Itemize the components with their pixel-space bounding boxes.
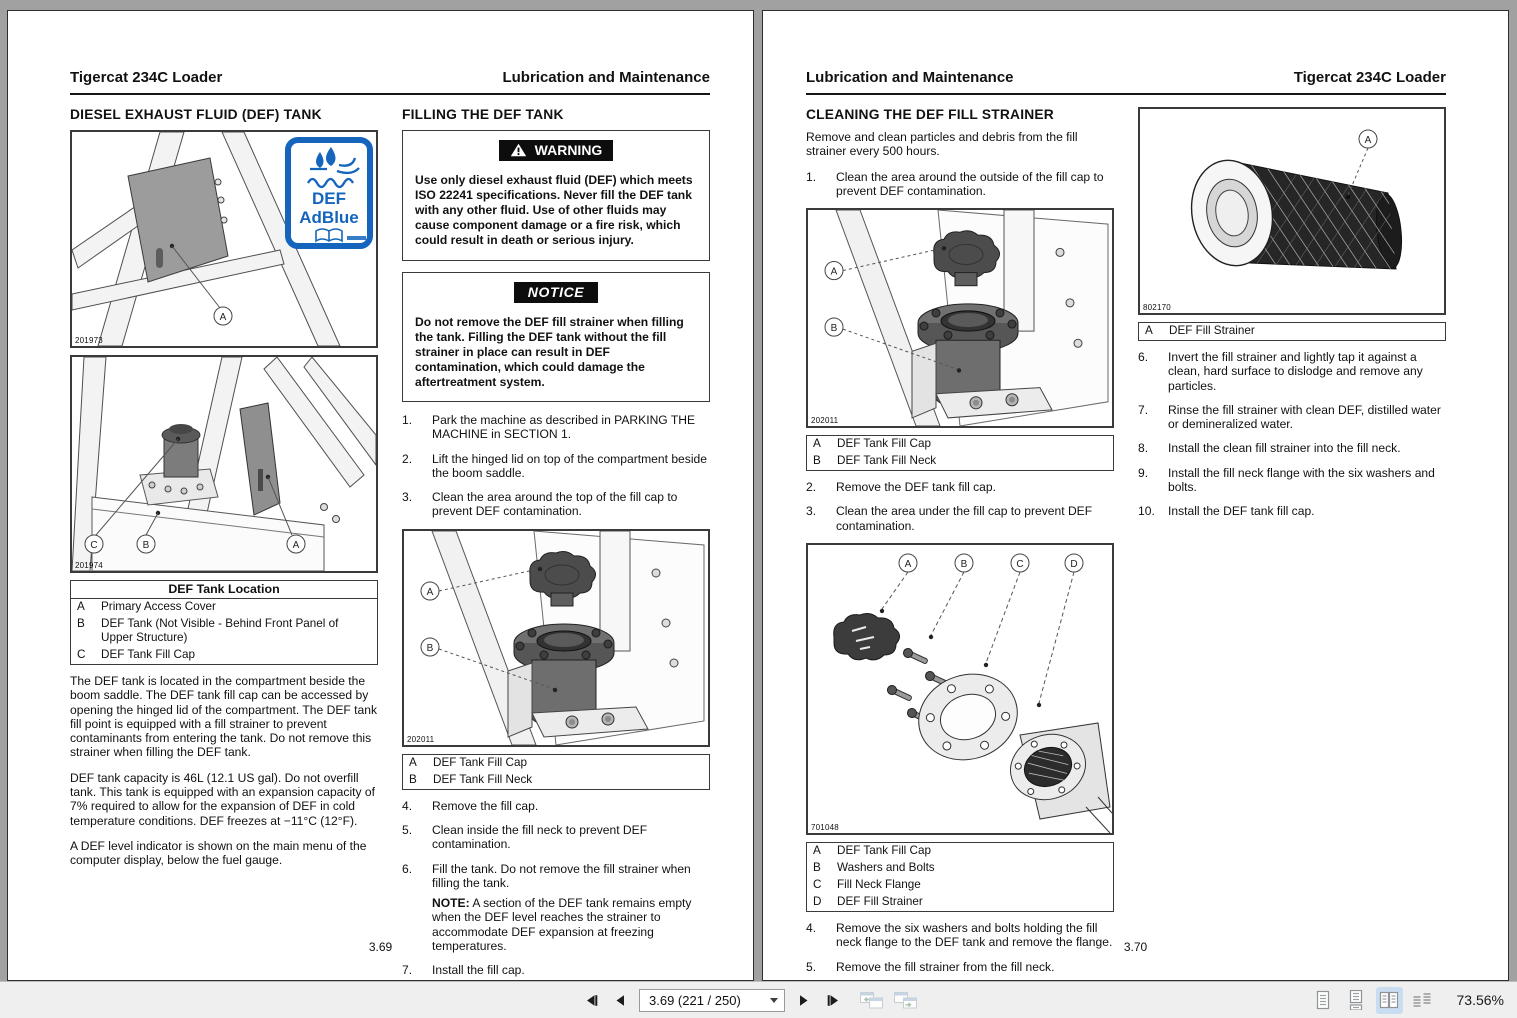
previous-view-icon bbox=[860, 992, 884, 1009]
table-row: C Fill Neck Flange bbox=[813, 877, 921, 891]
note-label: NOTE: bbox=[432, 896, 470, 911]
step-item: 1. Clean the area around the outside of the fill cap to prevent DEF contamination. bbox=[806, 169, 1104, 198]
table-row: C DEF Tank Fill Cap bbox=[77, 648, 195, 662]
figure-number: 701048 bbox=[811, 822, 839, 832]
callout-b: B bbox=[426, 642, 434, 654]
sign-text-def: DEF bbox=[312, 189, 346, 208]
column-def-tank bbox=[70, 107, 378, 878]
viewer-statusbar bbox=[0, 981, 1517, 1018]
last-page-button[interactable] bbox=[823, 990, 843, 1010]
callout-a: A bbox=[426, 586, 434, 598]
running-header-left: Tigercat 234C Loader bbox=[70, 69, 223, 86]
step-item: 9. Install the fill neck flange with the six washers and bolts. bbox=[1138, 465, 1435, 494]
warning-box bbox=[402, 130, 710, 261]
notice-title-bar bbox=[514, 282, 599, 303]
cleaning-steps-6-10 bbox=[1138, 350, 1446, 518]
step-item: 8. Install the clean fill strainer into the fill neck. bbox=[1138, 441, 1401, 456]
sign-text-adblue: AdBlue bbox=[299, 208, 359, 227]
figure-fill-cap-neck bbox=[806, 208, 1114, 428]
running-header-right: Lubrication and Maintenance bbox=[502, 69, 710, 86]
def-adblue-sign-icon bbox=[288, 140, 370, 246]
body-paragraph: A DEF level indicator is shown on the main menu of the computer display, below the fuel gauge. bbox=[70, 838, 367, 868]
figure-def-tank-location bbox=[70, 355, 378, 573]
strainer-table bbox=[1138, 322, 1446, 341]
callout-d: D bbox=[1070, 558, 1078, 570]
fill-cap-table bbox=[806, 435, 1114, 471]
exploded-parts-table bbox=[806, 842, 1114, 912]
def-tank-compartment-drawing bbox=[72, 132, 376, 346]
single-page-view-icon bbox=[1313, 990, 1333, 1010]
column-filling-def-tank bbox=[402, 107, 710, 987]
figure-fill-cap-neck bbox=[402, 529, 710, 747]
book-view-button[interactable] bbox=[1409, 987, 1436, 1014]
warning-text: Use only diesel exhaust fluid (DEF) which meets ISO 22241 specifications. Never fill the DEF tank with any other fluid. Use of other fluids may cause component damage or a fire risk, which could result in death or serious injury. bbox=[415, 173, 693, 248]
previous-page-icon bbox=[614, 994, 626, 1007]
def-tank-location-drawing bbox=[72, 357, 376, 571]
page-select-combobox[interactable] bbox=[639, 989, 785, 1012]
fill-cap-neck-drawing bbox=[404, 531, 708, 745]
first-page-icon bbox=[584, 994, 599, 1007]
previous-view-button[interactable] bbox=[859, 990, 885, 1010]
book-view-icon bbox=[1412, 990, 1432, 1010]
view-mode-group bbox=[1310, 982, 1504, 1018]
def-fill-strainer-drawing bbox=[1140, 109, 1444, 313]
step-item: 10. Install the DEF tank fill cap. bbox=[1138, 504, 1315, 519]
filling-steps-1-3 bbox=[402, 413, 710, 519]
page-field-value: 3.69 (221 / 250) bbox=[649, 992, 741, 1008]
two-page-view-icon bbox=[1379, 990, 1399, 1010]
figure-number: 201973 bbox=[75, 336, 103, 345]
page-navigation-group bbox=[581, 982, 919, 1018]
step-item: 7. Rinse the fill strainer with clean DEF, distilled water or demineralized water. bbox=[1138, 402, 1441, 432]
step-item: 5. Clean inside the fill neck to prevent DEF contamination. bbox=[402, 823, 648, 852]
figure-number: 201974 bbox=[75, 561, 103, 570]
next-view-button[interactable] bbox=[893, 990, 919, 1010]
callout-c: C bbox=[1016, 558, 1024, 570]
warning-title: WARNING bbox=[534, 142, 603, 158]
table-row: B DEF Tank (Not Visible - Behind Front Panel of Upper Structure) bbox=[77, 617, 339, 645]
chevron-down-icon bbox=[770, 998, 778, 1007]
two-page-view-button[interactable] bbox=[1376, 987, 1403, 1014]
fill-cap-neck-drawing bbox=[808, 210, 1112, 426]
warning-title-bar bbox=[499, 140, 614, 161]
running-header-right: Tigercat 234C Loader bbox=[1293, 69, 1446, 86]
table-row: A DEF Tank Fill Cap bbox=[409, 755, 527, 769]
next-page-button[interactable] bbox=[794, 990, 814, 1010]
table-row: A Primary Access Cover bbox=[77, 600, 216, 613]
continuous-view-button[interactable] bbox=[1343, 987, 1370, 1014]
callout-c: C bbox=[90, 540, 98, 551]
table-row: D DEF Fill Strainer bbox=[813, 895, 923, 909]
step-item: 2. Lift the hinged lid on top of the compartment beside the boom saddle. bbox=[402, 451, 707, 480]
section-heading-filling: FILLING THE DEF TANK bbox=[402, 107, 564, 122]
note-text: A section of the DEF tank remains empty when the DEF level reaches the strainer to accommodate DEF expansion at freezing temperatures. bbox=[432, 896, 692, 953]
document-page-370[interactable] bbox=[762, 10, 1509, 981]
fill-cap-table bbox=[402, 754, 710, 790]
single-page-view-button[interactable] bbox=[1310, 987, 1337, 1014]
callout-a: A bbox=[830, 266, 838, 278]
running-header bbox=[806, 69, 1446, 95]
step-item: 4. Remove the six washers and bolts holding the fill neck flange to the DEF tank and remove the flange. bbox=[806, 921, 1113, 950]
step-item: 2. Remove the DEF tank fill cap. bbox=[806, 480, 996, 495]
next-page-icon bbox=[798, 994, 810, 1007]
step-item: 6. Fill the tank. Do not remove the fill strainer when filling the tank. bbox=[402, 861, 691, 890]
figure-number: 202011 bbox=[407, 734, 435, 744]
figure-number: 202011 bbox=[811, 416, 839, 426]
figure-exploded-fill-neck bbox=[806, 543, 1114, 835]
notice-title: NOTICE bbox=[527, 283, 585, 300]
callout-a: A bbox=[292, 540, 300, 551]
page-number: 3.69 bbox=[368, 940, 393, 954]
body-paragraph: DEF tank capacity is 46L (12.1 US gal). Do not overfill tank. This tank is equipped with an expansion capacity of 7% required to allow for the expansion of DEF in cold temperature conditions. DEF freezes at −11°C (12°F). bbox=[70, 770, 375, 828]
notice-box bbox=[402, 272, 710, 403]
figure-def-tank-compartment bbox=[70, 130, 378, 348]
callout-a: A bbox=[904, 558, 912, 570]
step-item: 4. Remove the fill cap. bbox=[402, 798, 539, 813]
table-row: B DEF Tank Fill Neck bbox=[409, 772, 533, 786]
table-row: A DEF Tank Fill Cap bbox=[813, 437, 931, 451]
callout-b: B bbox=[142, 540, 150, 551]
callout-b: B bbox=[830, 323, 838, 335]
step-item: 6. Invert the fill strainer and lightly tap it against a clean, hard surface to dislodge and remove any particles. bbox=[1138, 350, 1423, 393]
step-item: 1. Park the machine as described in PARKING THE MACHINE in SECTION 1. bbox=[402, 413, 696, 442]
body-paragraph: The DEF tank is located in the compartment beside the boom saddle. The DEF tank fill cap can be accessed by opening the hinged lid of the compartment. The DEF tank fill point is equipped with a fill strainer to prevent contaminants from entering the tank. Do not remove this strainer when filling the DEF tank. bbox=[70, 674, 378, 760]
last-page-icon bbox=[826, 994, 841, 1007]
step-item: 3. Clean the area around the top of the fill cap to prevent DEF contamination. bbox=[402, 490, 678, 519]
document-page-369[interactable] bbox=[7, 10, 754, 981]
figure-number: 802170 bbox=[1143, 303, 1171, 312]
first-page-button[interactable] bbox=[581, 990, 601, 1010]
callout-a: A bbox=[219, 312, 227, 323]
table-title: DEF Tank Location bbox=[71, 581, 377, 599]
step-item: 5. Remove the fill strainer from the fill neck. bbox=[806, 959, 1055, 974]
page-number: 3.70 bbox=[1123, 940, 1148, 954]
notice-text: Do not remove the DEF fill strainer when filling the tank. Filling the DEF tank without the fill strainer in place can result in DEF contamination, which could damage the aftertreatment system. bbox=[415, 314, 684, 389]
running-header-left: Lubrication and Maintenance bbox=[806, 69, 1014, 86]
table-row: B DEF Tank Fill Neck bbox=[813, 454, 937, 468]
continuous-view-icon bbox=[1346, 990, 1366, 1010]
next-view-icon bbox=[894, 992, 918, 1009]
callout-a: A bbox=[1364, 135, 1372, 146]
column-strainer-steps bbox=[1138, 107, 1446, 528]
section-heading-def-tank: DIESEL EXHAUST FLUID (DEF) TANK bbox=[70, 107, 322, 122]
figure-def-fill-strainer bbox=[1138, 107, 1446, 315]
view-history-group bbox=[859, 990, 919, 1010]
def-tank-location-table bbox=[70, 580, 378, 665]
zoom-level-text[interactable]: 73.56% bbox=[1456, 992, 1504, 1008]
step-item: 3. Clean the area under the fill cap to prevent DEF contamination. bbox=[806, 504, 1093, 533]
warning-icon bbox=[510, 143, 527, 157]
table-row: A DEF Tank Fill Cap bbox=[813, 843, 931, 857]
table-row: A DEF Fill Strainer bbox=[1145, 324, 1255, 337]
intro-paragraph: Remove and clean particles and debris from the fill strainer every 500 hours. bbox=[806, 130, 1078, 159]
previous-page-button[interactable] bbox=[610, 990, 630, 1010]
running-header bbox=[70, 69, 710, 95]
step-item: 7. Install the fill cap. bbox=[402, 963, 525, 978]
section-heading-cleaning: CLEANING THE DEF FILL STRAINER bbox=[806, 107, 1054, 122]
column-cleaning-strainer bbox=[806, 107, 1114, 984]
exploded-fill-neck-drawing bbox=[808, 545, 1112, 833]
table-row: B Washers and Bolts bbox=[813, 860, 935, 874]
callout-b: B bbox=[960, 558, 968, 570]
